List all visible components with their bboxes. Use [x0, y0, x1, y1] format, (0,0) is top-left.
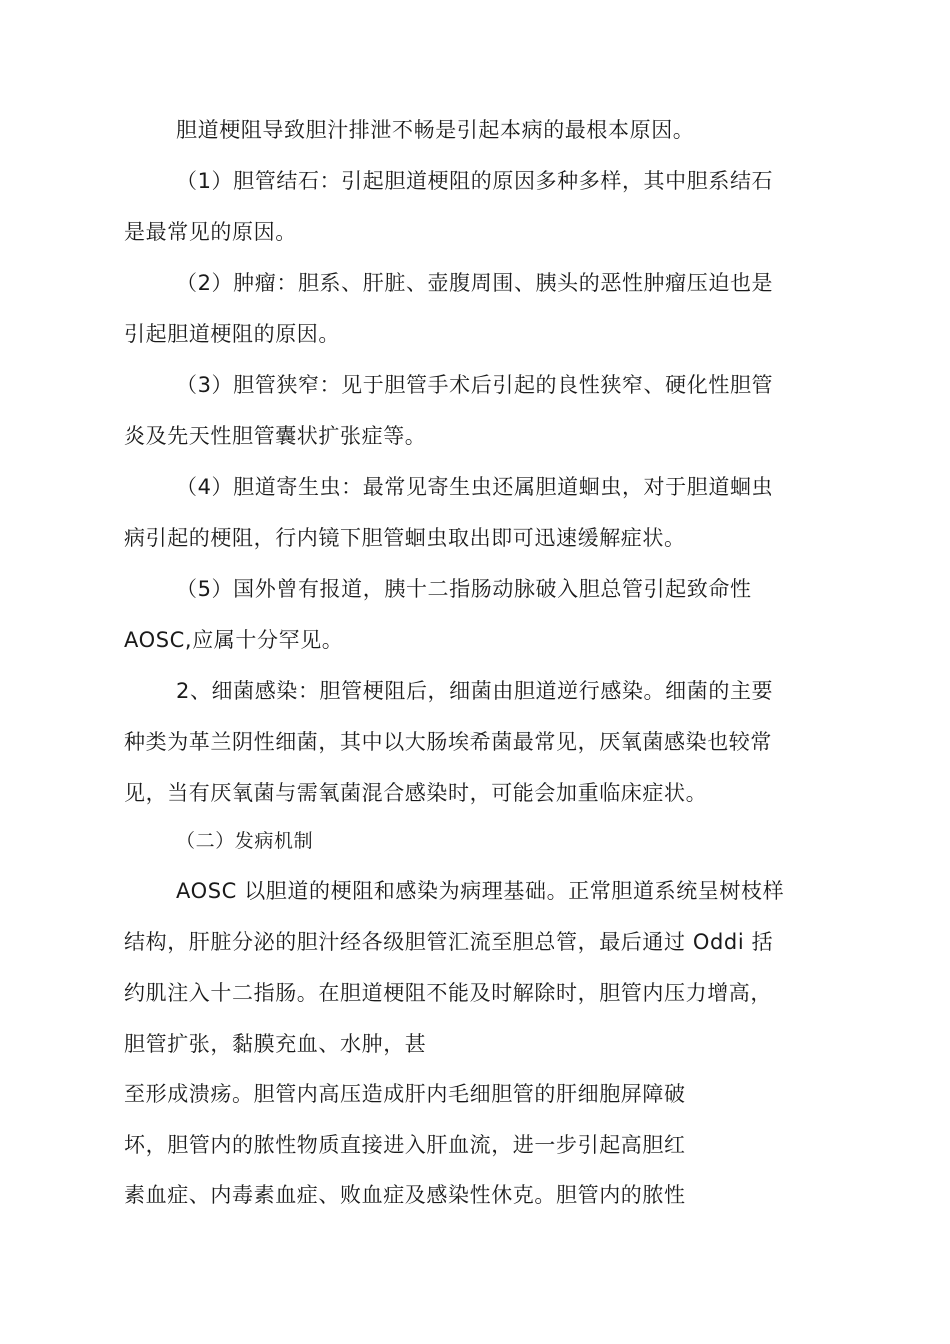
text-line-19: 胆管扩张，黏膜充血、水肿，甚 — [124, 1032, 427, 1056]
text-line-5: 引起胆道梗阻的原因。 — [124, 322, 340, 346]
text-line-11: AOSC,应属十分罕见。 — [124, 628, 344, 652]
text-line-17: 结构，肝脏分泌的胆汁经各级胆管汇流至胆总管，最后通过 Oddi 括 — [124, 930, 774, 954]
text-line-22: 素血症、内毒素血症、败血症及感染性休克。胆管内的脓性 — [124, 1183, 686, 1207]
text-line-18: 约肌注入十二指肠。在胆道梗阻不能及时解除时，胆管内压力增高， — [124, 981, 772, 1005]
text-line-3: 是最常见的原因。 — [124, 220, 297, 244]
text-line-1: 胆道梗阻导致胆汁排泄不畅是引起本病的最根本原因。 — [176, 118, 695, 142]
text-line-16: AOSC 以胆道的梗阻和感染为病理基础。正常胆道系统呈树枝样 — [176, 879, 785, 903]
text-line-7: 炎及先天性胆管囊状扩张症等。 — [124, 424, 427, 448]
text-line-4: （2）肿瘤：胆系、肝脏、壶腹周围、胰头的恶性肿瘤压迫也是 — [176, 271, 774, 295]
text-line-20: 至形成溃疡。胆管内高压造成肝内毛细胆管的肝细胞屏障破 — [124, 1082, 686, 1106]
text-line-12: 2、细菌感染：胆管梗阻后，细菌由胆道逆行感染。细菌的主要 — [176, 679, 774, 703]
text-line-8: （4）胆道寄生虫：最常见寄生虫还属胆道蛔虫，对于胆道蛔虫 — [176, 475, 774, 499]
text-line-9: 病引起的梗阻，行内镜下胆管蛔虫取出即可迅速缓解症状。 — [124, 526, 686, 550]
text-line-21: 坏，胆管内的脓性物质直接进入肝血流，进一步引起高胆红 — [124, 1133, 686, 1157]
text-line-2: （1）胆管结石：引起胆道梗阻的原因多种多样，其中胆系结石 — [176, 169, 774, 193]
text-line-10: （5）国外曾有报道，胰十二指肠动脉破入胆总管引起致命性 — [176, 577, 752, 601]
text-line-6: （3）胆管狭窄：见于胆管手术后引起的良性狭窄、硬化性胆管 — [176, 373, 774, 397]
text-line-14: 见，当有厌氧菌与需氧菌混合感染时，可能会加重临床症状。 — [124, 781, 708, 805]
text-line-13: 种类为革兰阴性细菌，其中以大肠埃希菌最常见，厌氧菌感染也较常 — [124, 730, 772, 754]
section-heading: （二）发病机制 — [176, 830, 314, 852]
